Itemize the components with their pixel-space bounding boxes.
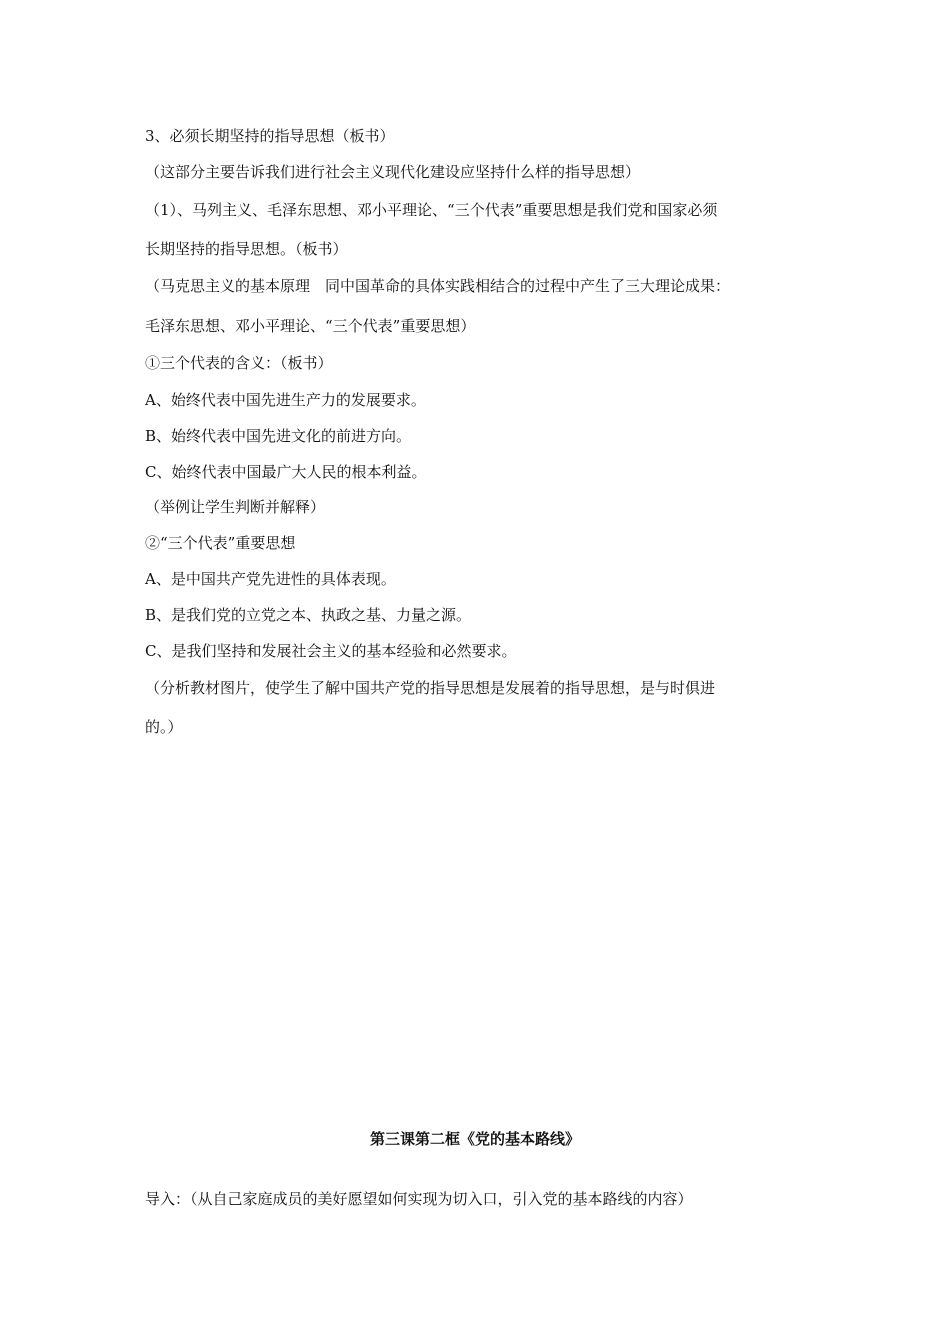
list-item-c: C、是我们坚持和发展社会主义的基本经验和必然要求。	[145, 642, 517, 660]
note-line-marxism-2: 毛泽东思想、邓小平理论、“三个代表”重要思想）	[145, 317, 476, 335]
list-item-a: A、是中国共产党先进性的具体表现。	[145, 570, 396, 588]
note-line-marxism-1: （马克思主义的基本原理 同中国革命的具体实践相结合的过程中产生了三大理论成果：	[145, 277, 731, 295]
sub-heading-meaning: ①三个代表的含义：（板书）	[145, 354, 333, 372]
intro-line: 导入：（从自己家庭成员的美好愿望如何实现为切入口，引入党的基本路线的内容）	[145, 1190, 693, 1208]
point-1-line-2: 长期坚持的指导思想。（板书）	[145, 240, 348, 258]
list-item-b: B、是我们党的立党之本、执政之基、力量之源。	[145, 606, 472, 624]
note-line-example: （举例让学生判断并解释）	[145, 498, 326, 516]
section-title: 第三课第二框《党的基本路线》	[369, 1130, 580, 1148]
point-1-line-1: （1）、马列主义、毛泽东思想、邓小平理论、“三个代表”重要思想是我们党和国家必须	[145, 201, 718, 219]
list-item-c: C、始终代表中国最广大人民的根本利益。	[145, 463, 427, 481]
note-line-analysis-1: （分析教材图片，使学生了解中国共产党的指导思想是发展着的指导思想，是与时俱进	[145, 679, 716, 697]
list-item-a: A、始终代表中国先进生产力的发展要求。	[145, 391, 426, 409]
note-line: （这部分主要告诉我们进行社会主义现代化建设应坚持什么样的指导思想）	[145, 163, 641, 181]
sub-heading-importance: ②“三个代表”重要思想	[145, 534, 296, 552]
list-item-b: B、始终代表中国先进文化的前进方向。	[145, 427, 412, 445]
note-line-analysis-2: 的。）	[145, 718, 183, 736]
point-3-heading: 3、必须长期坚持的指导思想（板书）	[145, 127, 395, 145]
